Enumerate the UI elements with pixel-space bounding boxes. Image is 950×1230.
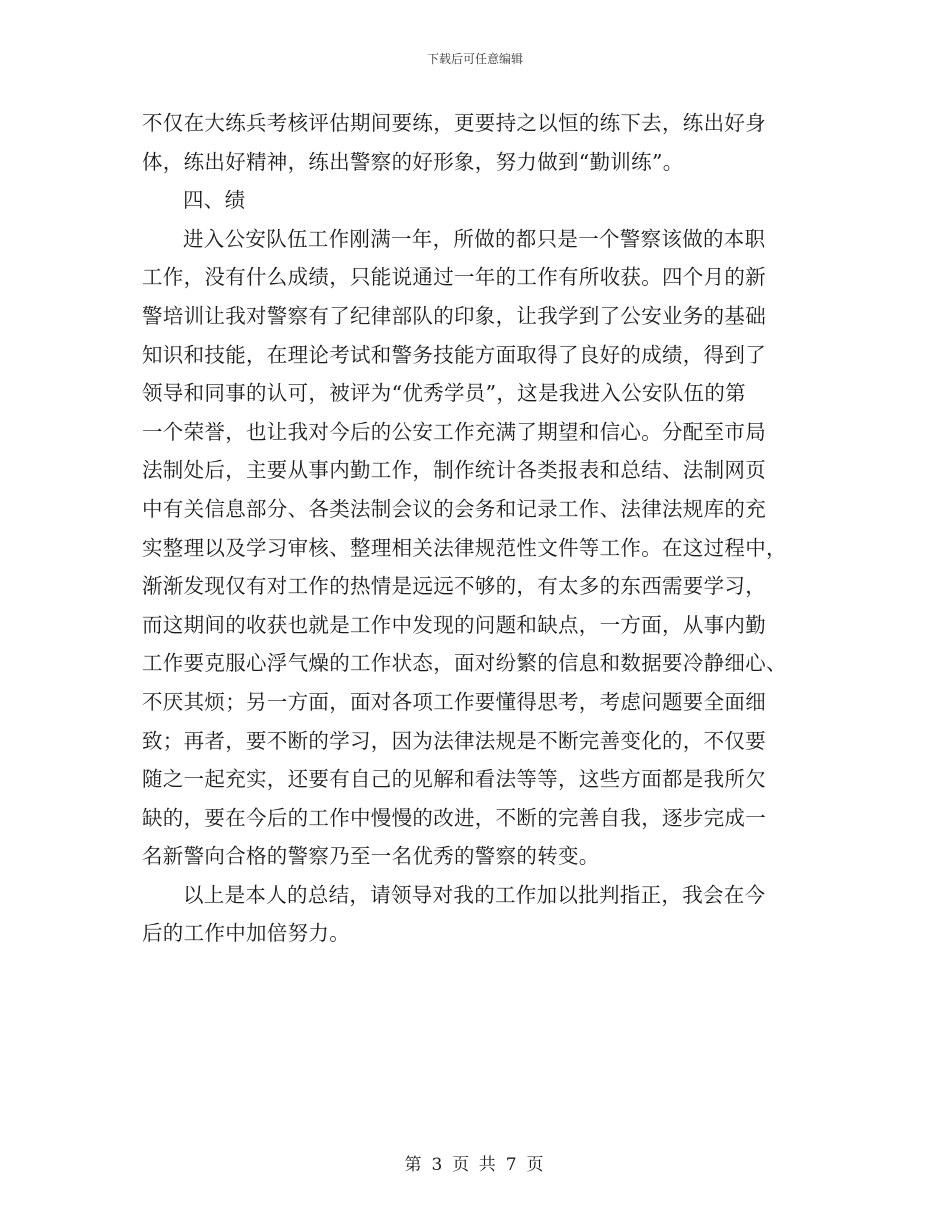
footer-suffix: 页 bbox=[526, 1155, 546, 1175]
text-line: 渐渐发现仅有对工作的热情是远远不够的，有太多的东西需要学习， bbox=[142, 574, 766, 599]
text-line: 致；再者，要不断的学习，因为法律法规是不断完善变化的，不仅要 bbox=[142, 728, 766, 753]
text-line: 随之一起充实，还要有自己的见解和看法等等，这些方面都是我所欠 bbox=[142, 767, 766, 792]
text-line: 中有关信息部分、各类法制会议的会务和记录工作、法律法规库的充 bbox=[142, 496, 766, 521]
text-line: 缺的，要在今后的工作中慢慢的改进，不断的完善自我，逐步完成一 bbox=[142, 805, 766, 830]
footer-prefix: 第 bbox=[404, 1155, 424, 1175]
text-line: 后的工作中加倍努力。 bbox=[142, 921, 350, 946]
section-heading bbox=[142, 181, 810, 220]
text-line: 领导和同事的认可，被评为“优秀学员”，这是我进入公安队伍的第 bbox=[142, 381, 746, 406]
text-line: 不厌其烦；另一方面，面对各项工作要懂得思考，考虑问题要全面细 bbox=[142, 689, 766, 714]
text-line: 体，练出好精神，练出警察的好形象，努力做到“勤训练”。 bbox=[142, 149, 684, 174]
text-line: 实整理以及学习审核、整理相关法律规范性文件等工作。在这过程中， bbox=[142, 535, 787, 560]
heading-text: 四、绩 bbox=[183, 188, 246, 213]
page-number-footer bbox=[0, 1154, 950, 1176]
text-line: 警培训让我对警察有了纪律部队的印象，让我学到了公安业务的基础 bbox=[142, 303, 766, 328]
total-page-count: 7 bbox=[505, 1155, 519, 1175]
text-line: 名新警向合格的警察乃至一名优秀的警察的转变。 bbox=[142, 844, 600, 869]
paragraph-achievements bbox=[142, 220, 810, 876]
document-body bbox=[142, 104, 810, 953]
current-page-number: 3 bbox=[431, 1155, 445, 1175]
paragraph-continuation bbox=[142, 104, 810, 181]
text-line: 不仅在大练兵考核评估期间要练，更要持之以恒的练下去，练出好身 bbox=[142, 111, 766, 135]
text-line: 进入公安队伍工作刚满一年，所做的都只是一个警察该做的本职 bbox=[183, 226, 766, 251]
text-line: 以上是本人的总结，请领导对我的工作加以批判指正，我会在今 bbox=[183, 882, 766, 907]
text-line: 知识和技能，在理论考试和警务技能方面取得了良好的成绩，得到了 bbox=[142, 342, 766, 367]
paragraph-conclusion bbox=[142, 876, 810, 953]
footer-middle: 页 共 bbox=[452, 1155, 498, 1175]
text-line: 工作要克服心浮气燥的工作状态，面对纷繁的信息和数据要冷静细心、 bbox=[142, 651, 787, 676]
text-line: 一个荣誉，也让我对今后的公安工作充满了期望和信心。分配至市局 bbox=[142, 419, 766, 444]
text-line: 法制处后，主要从事内勤工作，制作统计各类报表和总结、法制网页 bbox=[142, 458, 766, 483]
text-line: 工作，没有什么成绩，只能说通过一年的工作有所收获。四个月的新 bbox=[142, 265, 766, 290]
text-line: 而这期间的收获也就是工作中发现的问题和缺点，一方面，从事内勤 bbox=[142, 612, 766, 637]
page-header-note: 下载后可任意编辑 bbox=[426, 52, 523, 66]
